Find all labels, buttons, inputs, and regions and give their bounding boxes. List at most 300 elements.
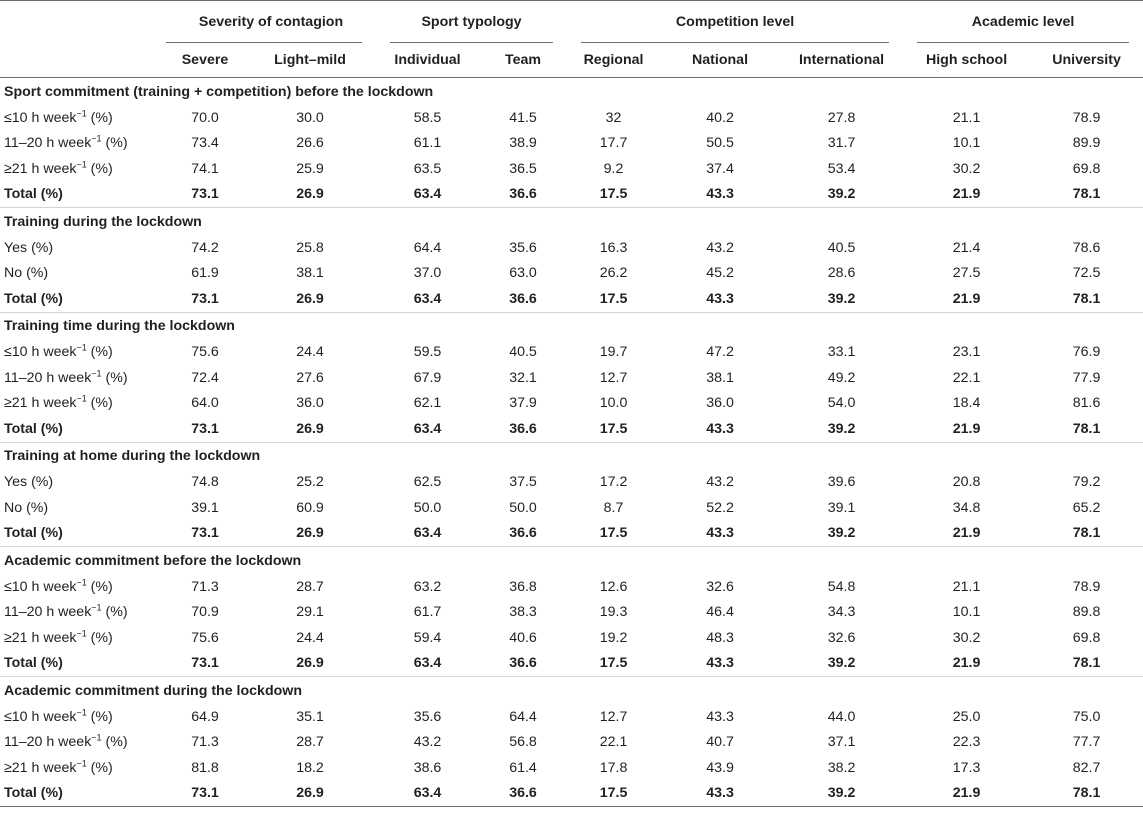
table-cell: 61.9 <box>191 265 219 282</box>
row-label-text: ≤10 h week <box>4 578 77 595</box>
table-cell: 59.5 <box>413 344 442 361</box>
table-cell: 45.2 <box>706 265 734 282</box>
table-row <box>0 391 1143 417</box>
total-cell: 21.9 <box>903 651 1030 677</box>
table-cell: 40.7 <box>706 734 734 751</box>
table-cell: 69.8 <box>1072 629 1101 646</box>
section-title: Training during the lockdown <box>4 213 202 230</box>
row-label <box>0 730 166 756</box>
total-cell: 17.5 <box>567 182 660 208</box>
table-cell: 60.9 <box>296 499 324 516</box>
table-cell: 20.8 <box>952 474 981 491</box>
row-label-text: ≥21 h week <box>4 160 77 177</box>
column-header-row <box>0 43 1143 78</box>
table-cell: 64.0 <box>191 395 219 412</box>
table-cell: 49.2 <box>827 369 856 386</box>
total-cell: 63.4 <box>376 286 479 312</box>
group-header-severity: Severity of contagion <box>166 1 376 44</box>
total-cell: 21.9 <box>903 521 1030 547</box>
row-label-unit: (%) <box>86 708 113 725</box>
total-cell: 43.3 <box>660 781 780 807</box>
row-label-unit: (%) <box>86 629 113 646</box>
row-label <box>0 340 166 366</box>
table-cell: 25.0 <box>952 708 981 725</box>
table-cell: 31.7 <box>827 135 856 152</box>
table-row <box>0 365 1143 391</box>
table-cell: 50.0 <box>509 499 537 516</box>
table-cell: 35.1 <box>296 708 324 725</box>
total-cell: 78.1 <box>1030 416 1143 442</box>
total-cell: 39.2 <box>780 416 903 442</box>
table-cell: 37.0 <box>413 265 442 282</box>
column-header: Individual <box>376 43 479 78</box>
table-cell: 25.2 <box>296 474 324 491</box>
total-cell: 43.3 <box>660 182 780 208</box>
total-cell: 36.6 <box>479 781 567 807</box>
table-cell: 78.6 <box>1072 239 1101 256</box>
table-cell: 78.9 <box>1072 109 1101 126</box>
table-cell: 32.1 <box>509 369 537 386</box>
table-cell: 21.1 <box>952 578 981 595</box>
table-cell: 27.8 <box>827 109 856 126</box>
row-label-text: ≤10 h week <box>4 344 77 361</box>
row-label <box>0 470 166 496</box>
table-cell: 44.0 <box>827 708 856 725</box>
table-cell: 38.2 <box>827 759 856 776</box>
row-label-exponent: −1 <box>76 628 87 639</box>
table-cell: 63.0 <box>509 265 537 282</box>
row-label <box>0 391 166 417</box>
table-cell: 19.2 <box>599 629 628 646</box>
table-cell: 76.9 <box>1072 344 1101 361</box>
total-cell: 63.4 <box>376 182 479 208</box>
section-header-row <box>0 208 1143 236</box>
table-cell: 27.5 <box>952 265 981 282</box>
table-cell: 17.8 <box>599 759 628 776</box>
total-cell: 63.4 <box>376 416 479 442</box>
table-cell: 79.2 <box>1072 474 1101 491</box>
table-cell: 89.8 <box>1072 604 1101 621</box>
table-cell: 40.6 <box>509 629 537 646</box>
total-row <box>0 651 1143 677</box>
total-cell: 26.9 <box>244 521 376 547</box>
table-cell: 19.7 <box>599 344 628 361</box>
table-cell: 28.7 <box>296 734 324 751</box>
total-cell: 17.5 <box>567 651 660 677</box>
table-cell: 17.3 <box>952 759 981 776</box>
row-label-text: 11–20 h week <box>4 135 92 152</box>
total-cell: 78.1 <box>1030 781 1143 807</box>
table-cell: 39.1 <box>191 499 219 516</box>
table-row <box>0 261 1143 287</box>
row-label-exponent: −1 <box>76 342 87 353</box>
table-cell: 70.9 <box>191 604 219 621</box>
table-cell: 34.3 <box>827 604 856 621</box>
row-label <box>0 625 166 651</box>
total-label: Total (%) <box>0 781 166 807</box>
total-row <box>0 416 1143 442</box>
table-cell: 35.6 <box>413 708 442 725</box>
total-cell: 26.9 <box>244 416 376 442</box>
table-cell: 58.5 <box>413 109 442 126</box>
table-cell: 64.4 <box>509 708 537 725</box>
table-cell: 47.2 <box>706 344 734 361</box>
section-header-row <box>0 78 1143 106</box>
table-cell: 67.9 <box>413 369 442 386</box>
section-title: Academic commitment before the lockdown <box>4 552 302 569</box>
row-label-exponent: −1 <box>76 577 87 588</box>
table-cell: 61.1 <box>413 135 442 152</box>
table-cell: 17.7 <box>599 135 628 152</box>
total-cell: 73.1 <box>166 182 244 208</box>
table-cell: 48.3 <box>706 629 734 646</box>
table-cell: 18.4 <box>952 395 981 412</box>
table-row <box>0 470 1143 496</box>
table-cell: 62.1 <box>413 395 442 412</box>
table-cell: 50.0 <box>413 499 442 516</box>
section-title: Academic commitment during the lockdown <box>4 682 302 699</box>
table-row <box>0 704 1143 730</box>
total-cell: 36.6 <box>479 182 567 208</box>
row-label-unit: (%) <box>86 395 113 412</box>
row-label-unit: (%) <box>86 160 113 177</box>
row-label-unit: (%) <box>86 109 113 126</box>
column-header: University <box>1030 43 1143 78</box>
table-cell: 38.9 <box>509 135 537 152</box>
table-row <box>0 131 1143 157</box>
table-row <box>0 574 1143 600</box>
table-cell: 73.4 <box>191 135 219 152</box>
table-cell: 43.2 <box>706 239 734 256</box>
table-cell: 12.6 <box>599 578 628 595</box>
table-row <box>0 495 1143 521</box>
row-label <box>0 105 166 131</box>
total-cell: 26.9 <box>244 781 376 807</box>
table-cell: 59.4 <box>413 629 442 646</box>
table-cell: 43.2 <box>413 734 442 751</box>
table-cell: 75.0 <box>1072 708 1101 725</box>
total-cell: 26.9 <box>244 182 376 208</box>
table-cell: 43.2 <box>706 474 734 491</box>
total-cell: 17.5 <box>567 521 660 547</box>
row-label-exponent: −1 <box>76 707 87 718</box>
table-cell: 32.6 <box>706 578 734 595</box>
row-label-text: ≤10 h week <box>4 109 77 126</box>
table-cell: 37.1 <box>827 734 856 751</box>
table-cell: 38.1 <box>706 369 734 386</box>
table-cell: 37.4 <box>706 160 734 177</box>
table-cell: 18.2 <box>296 759 324 776</box>
table-cell: 54.8 <box>827 578 856 595</box>
table-cell: 89.9 <box>1072 135 1101 152</box>
table-cell: 40.2 <box>706 109 734 126</box>
total-cell: 78.1 <box>1030 182 1143 208</box>
group-header-sport-typology: Sport typology <box>376 1 567 44</box>
table-cell: 30.2 <box>952 160 981 177</box>
section-header-row <box>0 312 1143 340</box>
row-label-unit: (%) <box>101 135 128 152</box>
table-cell: 53.4 <box>827 160 856 177</box>
total-cell: 21.9 <box>903 781 1030 807</box>
table-cell: 12.7 <box>599 369 628 386</box>
total-cell: 39.2 <box>780 521 903 547</box>
table-cell: 74.2 <box>191 239 219 256</box>
total-cell: 39.2 <box>780 781 903 807</box>
table-cell: 62.5 <box>413 474 442 491</box>
table-cell: 38.1 <box>296 265 324 282</box>
row-label-unit: (%) <box>101 734 128 751</box>
table-cell: 46.4 <box>706 604 734 621</box>
total-cell: 73.1 <box>166 521 244 547</box>
row-label-text: ≥21 h week <box>4 395 77 412</box>
row-label-unit: (%) <box>86 759 113 776</box>
table-cell: 61.4 <box>509 759 537 776</box>
group-header-row <box>0 1 1143 44</box>
table-cell: 37.9 <box>509 395 537 412</box>
total-cell: 17.5 <box>567 286 660 312</box>
table-cell: 77.9 <box>1072 369 1101 386</box>
table-cell: 34.8 <box>952 499 981 516</box>
total-cell: 36.6 <box>479 286 567 312</box>
table-cell: 71.3 <box>191 578 219 595</box>
table-cell: 30.0 <box>296 109 324 126</box>
section-header-row <box>0 547 1143 575</box>
total-cell: 39.2 <box>780 182 903 208</box>
table-cell: 37.5 <box>509 474 537 491</box>
total-cell: 78.1 <box>1030 286 1143 312</box>
table-cell: 39.6 <box>827 474 856 491</box>
table-cell: 22.1 <box>599 734 628 751</box>
table-cell: 69.8 <box>1072 160 1101 177</box>
row-label-exponent: −1 <box>91 133 102 144</box>
table-cell: 81.8 <box>191 759 219 776</box>
total-cell: 21.9 <box>903 182 1030 208</box>
table-cell: 64.4 <box>413 239 442 256</box>
total-label: Total (%) <box>0 182 166 208</box>
total-cell: 21.9 <box>903 286 1030 312</box>
table-cell: 12.7 <box>599 708 628 725</box>
table-cell: 41.5 <box>509 109 537 126</box>
table-cell: 78.9 <box>1072 578 1101 595</box>
table-cell: 23.1 <box>952 344 981 361</box>
table-cell: 24.4 <box>296 629 324 646</box>
section-header-row <box>0 442 1143 470</box>
total-cell: 39.2 <box>780 286 903 312</box>
table-cell: 29.1 <box>296 604 324 621</box>
row-label <box>0 131 166 157</box>
table-cell: 64.9 <box>191 708 219 725</box>
table-row <box>0 105 1143 131</box>
row-label-text: 11–20 h week <box>4 369 92 386</box>
total-row <box>0 182 1143 208</box>
total-cell: 36.6 <box>479 651 567 677</box>
group-header-competition-level: Competition level <box>567 1 903 44</box>
table-cell: 75.6 <box>191 629 219 646</box>
total-cell: 17.5 <box>567 416 660 442</box>
table-cell: 21.1 <box>952 109 981 126</box>
row-label-text: No (%) <box>4 499 49 516</box>
column-header: Team <box>479 43 567 78</box>
table-cell: 22.1 <box>952 369 981 386</box>
table-cell: 25.9 <box>296 160 324 177</box>
table-cell: 32 <box>605 109 622 126</box>
total-label: Total (%) <box>0 286 166 312</box>
table-cell: 63.2 <box>413 578 442 595</box>
total-label: Total (%) <box>0 416 166 442</box>
table-cell: 28.6 <box>827 265 856 282</box>
table-cell: 70.0 <box>191 109 219 126</box>
total-row <box>0 521 1143 547</box>
table-cell: 26.6 <box>296 135 324 152</box>
row-label <box>0 156 166 182</box>
column-header: International <box>780 43 903 78</box>
row-label <box>0 261 166 287</box>
table-cell: 10.1 <box>952 135 981 152</box>
total-cell: 17.5 <box>567 781 660 807</box>
table-cell: 27.6 <box>296 369 324 386</box>
row-label-unit: (%) <box>86 344 113 361</box>
table-cell: 36.5 <box>509 160 537 177</box>
table-cell: 35.6 <box>509 239 537 256</box>
row-label-exponent: −1 <box>91 368 102 379</box>
row-label <box>0 365 166 391</box>
table-cell: 72.4 <box>191 369 219 386</box>
total-cell: 43.3 <box>660 286 780 312</box>
row-label-text: ≥21 h week <box>4 759 77 776</box>
total-label: Total (%) <box>0 651 166 677</box>
table-cell: 71.3 <box>191 734 219 751</box>
section-title: Training time during the lockdown <box>4 318 235 334</box>
row-label-text: No (%) <box>4 265 49 282</box>
table-cell: 21.4 <box>952 239 981 256</box>
table-cell: 36.0 <box>706 395 734 412</box>
table-cell: 10.0 <box>599 395 628 412</box>
table-cell: 50.5 <box>706 135 734 152</box>
total-cell: 78.1 <box>1030 651 1143 677</box>
row-label-text: ≤10 h week <box>4 708 77 725</box>
table-cell: 56.8 <box>509 734 537 751</box>
row-label-text: 11–20 h week <box>4 734 92 751</box>
row-label <box>0 574 166 600</box>
total-cell: 36.6 <box>479 416 567 442</box>
total-cell: 43.3 <box>660 521 780 547</box>
total-cell: 78.1 <box>1030 521 1143 547</box>
table-cell: 65.2 <box>1072 499 1101 516</box>
total-cell: 39.2 <box>780 651 903 677</box>
table-cell: 22.3 <box>952 734 981 751</box>
total-cell: 21.9 <box>903 416 1030 442</box>
table-cell: 61.7 <box>413 604 442 621</box>
table-cell: 77.7 <box>1072 734 1101 751</box>
table-row <box>0 340 1143 366</box>
row-label-exponent: −1 <box>76 108 87 119</box>
total-cell: 36.6 <box>479 521 567 547</box>
table-cell: 30.2 <box>952 629 981 646</box>
row-label <box>0 755 166 781</box>
row-label-text: ≥21 h week <box>4 629 77 646</box>
row-label <box>0 704 166 730</box>
row-label-exponent: −1 <box>91 602 102 613</box>
table-cell: 43.3 <box>706 708 734 725</box>
table-cell: 40.5 <box>827 239 856 256</box>
total-cell: 43.3 <box>660 416 780 442</box>
total-cell: 63.4 <box>376 521 479 547</box>
table-row <box>0 730 1143 756</box>
table-cell: 9.2 <box>603 160 624 177</box>
table-cell: 63.5 <box>413 160 442 177</box>
table-row <box>0 156 1143 182</box>
table-cell: 33.1 <box>827 344 856 361</box>
section-title: Training at home during the lockdown <box>4 448 261 464</box>
table-row <box>0 755 1143 781</box>
table-header <box>0 1 1143 78</box>
table-row <box>0 625 1143 651</box>
table-cell: 19.3 <box>599 604 628 621</box>
total-cell: 73.1 <box>166 781 244 807</box>
total-label: Total (%) <box>0 521 166 547</box>
table-cell: 24.4 <box>296 344 324 361</box>
group-header-academic-level: Academic level <box>903 1 1143 44</box>
table-cell: 25.8 <box>296 239 324 256</box>
column-header: National <box>660 43 780 78</box>
table-cell: 81.6 <box>1072 395 1101 412</box>
row-label-exponent: −1 <box>76 393 87 404</box>
table-body <box>0 78 1143 807</box>
corner-cell <box>0 1 166 44</box>
table-cell: 74.1 <box>191 160 219 177</box>
table-cell: 38.3 <box>509 604 537 621</box>
section-title: Sport commitment (training + competition) before the lockdown <box>4 83 434 100</box>
row-label-exponent: −1 <box>76 159 87 170</box>
table-cell: 39.1 <box>827 499 856 516</box>
table-cell: 26.2 <box>599 265 628 282</box>
table-cell: 8.7 <box>603 499 624 516</box>
table-cell: 10.1 <box>952 604 981 621</box>
table-cell: 28.7 <box>296 578 324 595</box>
row-label-exponent: −1 <box>76 758 87 769</box>
total-cell: 73.1 <box>166 416 244 442</box>
row-label <box>0 235 166 261</box>
total-cell: 26.9 <box>244 286 376 312</box>
corner-cell-sub <box>0 43 166 78</box>
row-label-unit: (%) <box>86 578 113 595</box>
total-row <box>0 781 1143 807</box>
total-cell: 63.4 <box>376 781 479 807</box>
total-row <box>0 286 1143 312</box>
row-label-exponent: −1 <box>91 732 102 743</box>
table-cell: 74.8 <box>191 474 219 491</box>
table-cell: 40.5 <box>509 344 537 361</box>
row-label-text: 11–20 h week <box>4 604 92 621</box>
total-cell: 63.4 <box>376 651 479 677</box>
table-cell: 36.0 <box>296 395 324 412</box>
column-header: High school <box>903 43 1030 78</box>
table-cell: 75.6 <box>191 344 219 361</box>
table-cell: 38.6 <box>413 759 442 776</box>
total-cell: 26.9 <box>244 651 376 677</box>
table-cell: 52.2 <box>706 499 734 516</box>
table-cell: 17.2 <box>599 474 628 491</box>
total-cell: 73.1 <box>166 286 244 312</box>
row-label-unit: (%) <box>101 369 128 386</box>
section-header-row <box>0 677 1143 705</box>
row-label <box>0 600 166 626</box>
column-header: Light–mild <box>244 43 376 78</box>
row-label-unit: (%) <box>101 604 128 621</box>
table-cell: 32.6 <box>827 629 856 646</box>
total-cell: 73.1 <box>166 651 244 677</box>
row-label-text: Yes (%) <box>4 239 54 256</box>
